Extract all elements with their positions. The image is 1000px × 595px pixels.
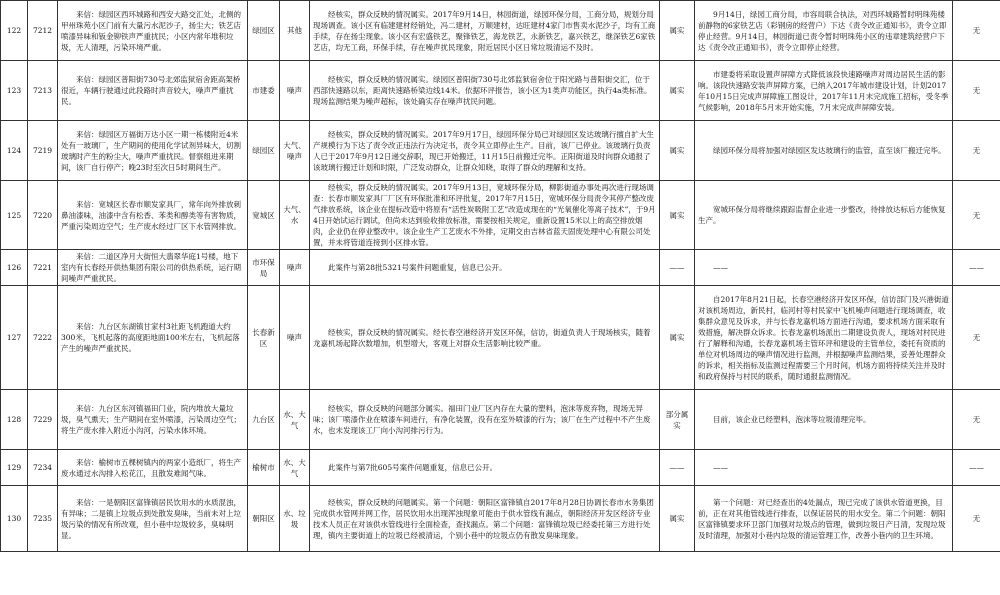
case-id: 7219: [28, 121, 58, 181]
punishment: 无: [953, 486, 1000, 552]
punishment: ——: [953, 450, 1000, 486]
investigation-result: 经核实，群众反映的问题属实。第一个问题：朝阳区富锋镇自2017年8月28日协调长春市水务集团完成供水管网并网工作，居民饮用水出现浑浊现象可能由于供水管线有漏点，朝阳经济开发区经济专业技术人员正在对该供水管线进行全面检查，查找漏点。第二个问题：富锋镇垃圾已经委托第三方进行处理，镇内主要街道上的垃圾已经被清运，个别小巷中的垃圾点仍有散发臭味现象。: [310, 486, 660, 552]
punishment: 无: [953, 390, 1000, 450]
investigation-result: 经核实，群众反映的情况属实。2017年9月13日，宽城环保分局，柳影街道办事处再次进行现场调查：长春市顺发家具厂厂区有环保批准和环评批复，2017年7月15日，宽城环保分局责令其停产整改废气排放系统，该企业在提标改造中将原有“活性炭吸附工艺”改造成现在的“光氧催化等离子技术”，于9月4日开始试运行调试，但尚未达到验收排放标准，需要按相关规定，重新设置15米以上的高空排放烟肉，企业仍在停业整改中。该企业生产工艺废水不外排，定期交由吉林省蓝天固废处理中心有限公司处置，并未将管道连接到小区排水管。: [310, 181, 660, 250]
verdict: 部分属实: [660, 390, 695, 450]
punishment: 无: [953, 181, 1000, 250]
district: 宽城区: [248, 181, 280, 250]
case-id: 7235: [28, 486, 58, 552]
table-row: [1, 250, 1000, 286]
pollution-type: 水、大气: [280, 450, 310, 486]
handling-result: 9月14日，绿园工商分局，市容局联合执法，对西环城路暂时明珠苑楼前静物的6家铁艺店（彩钢房的经营户）下达《责令改正通知书》，责令立即停止经营。9月14日，林园街道已责令暂时明珠苑小区的违章建筑经营户下达《责令改正通知书》，责令立即停止经营。: [695, 1, 953, 61]
verdict: 属实: [660, 181, 695, 250]
investigation-result: 此案件与第28批5321号案件问题重复，信息已公开。: [310, 250, 660, 286]
pollution-type: 噪声: [280, 250, 310, 286]
verdict: ——: [660, 450, 695, 486]
handling-result: 宽城环保分局将继续跟踪监督企业进一步整改，待排放达标后方能恢复生产。: [695, 181, 953, 250]
complaint-text: 来信：九台区东湖镇甘家村3社距飞机跑道大约300米，飞机起落的高度距地面100米左右，飞机起落产生的噪声严重扰民。: [58, 286, 248, 390]
complaint-text: 来信：一是朝阳区富锋镇居民饮用水的水质混浊，有异味；二是镇上垃圾点到处散发臭味，当前未对上垃圾污染的情况有所改观，但小巷中垃圾较多，臭味明显。: [58, 486, 248, 552]
case-id: 7220: [28, 181, 58, 250]
table-row: [1, 390, 1000, 450]
seq-cell: 123: [1, 61, 28, 121]
district: 九台区: [248, 390, 280, 450]
investigation-result: 经核实，群众反映的情况属实。绿园区普阳街730号北郊监狱宿舍位于阳光路与普阳街交汇，位于西部快速路以东，距离快速路桥梁边线14米。依据环评报告，该小区为1类声功能区，执行4a类标准。现场监测结果为噪声超标，该处确实存在噪声扰民问题。: [310, 61, 660, 121]
seq-cell: 130: [1, 486, 28, 552]
district: 朝阳区: [248, 486, 280, 552]
verdict: 属实: [660, 286, 695, 390]
investigation-result: 经核实，群众反映的问题部分属实。福田门业厂区内存在大量的塑料，泡沫等废弃物，现场无异味；该厂喷漆作业在喷漆车间进行，有净化装置，没有在室外喷漆的行为；该厂在生产过程中不产生废水，也未发现该工厂向小沟河排污行为。: [310, 390, 660, 450]
pollution-type: 噪声: [280, 286, 310, 390]
handling-result: 绿园环保分局将加强对绿园区发达玻璃行的监管，直至该厂搬迁完毕。: [695, 121, 953, 181]
investigation-result: 经核实，群众反映的情况属实。经长春空港经济开发区环保，信访，街道负责人于现场核实，随着龙嘉机场起降次数增加，机型增大，客观上对群众生活影响比较严重。: [310, 286, 660, 390]
seq-cell: 122: [1, 1, 28, 61]
district: 市环保局: [248, 250, 280, 286]
punishment: 无: [953, 121, 1000, 181]
complaint-text: 来信：绿园区万福街万达小区一期一栋楼附近4米处有一玻璃厂，生产期间的使用化学试剂异味大，切割玻璃时产生的粉尘大，噪声严重扰民。督察组进来期间，该厂自行停产；晚23时至次日5时期间生产。: [58, 121, 248, 181]
seq-cell: 129: [1, 450, 28, 486]
handling-result: 第一个问题：对已经查出的4处漏点，现已完成了该供水管道更换，目前，正在对其他管线进行排查，以保证居民的用水安全。第二个问题：朝阳区富锋镇要求环卫部门加强对垃圾点的管理，做到垃圾日产日清，发现垃圾及时清理，加强对小巷内垃圾的清运管理工作，改善小巷内的卫生环境。: [695, 486, 953, 552]
table-row: [1, 61, 1000, 121]
handling-result: 目前，该企业已经塑料，泡沫等垃圾清理完毕。: [695, 390, 953, 450]
pollution-type: 其他: [280, 1, 310, 61]
punishment: 无: [953, 286, 1000, 390]
table-row: [1, 286, 1000, 390]
table-row: [1, 486, 1000, 552]
seq-cell: 127: [1, 286, 28, 390]
case-id: 7221: [28, 250, 58, 286]
complaint-text: 来信：绿园区西环城路和西安大路交汇处，北侧的甲州珠苑小区门前有大量污水泥沙子，扬尘大；铁艺店喷漆异味和钣金铆铁声严重扰民；小区内常年堆积垃圾，无人清理，污染环境严重。: [58, 1, 248, 61]
complaint-text: 来信：九台区东河镇福田门业，院内堆放大量垃圾，臭气熏天；生产期间在室外喷漆，污染周边空气；将生产废水排入附近小沟河，污染水体环境。: [58, 390, 248, 450]
punishment: ——: [953, 250, 1000, 286]
case-id: 7213: [28, 61, 58, 121]
table-row: [1, 121, 1000, 181]
district: 榆树市: [248, 450, 280, 486]
verdict: 属实: [660, 1, 695, 61]
investigation-result: 经核实，群众反映的情况属实。2017年9月17日，绿园环保分局已对绿园区发达玻璃行擅自扩大生产规模行为下达了责令改正违法行为决定书，责令其立即停止生产。目前，该厂已停业。该玻璃行负责人已于2017年9月12日递交辞职，现已开始搬迁，11月15日前搬迁完毕。正阳街道及时向群众通报了该玻璃行搬迁计划和时限，广泛发动群众，让群众知晓，取得了群众的理解和支持。: [310, 121, 660, 181]
district: 绿园区: [248, 1, 280, 61]
case-id: 7229: [28, 390, 58, 450]
punishment: 无: [953, 1, 1000, 61]
district: 绿园区: [248, 121, 280, 181]
pollution-type: 水、垃圾: [280, 486, 310, 552]
complaint-text: 来信：二道区净月大街恒大翡翠华庭1号楼，地下室内有长春经开供热集团有限公司的供热系统，运行期间噪声严重扰民。: [58, 250, 248, 286]
verdict: 属实: [660, 121, 695, 181]
complaint-text: 来信：绿园区普阳街730号北郊监狱宿舍距高架桥很近，车辆行驶通过此段路时声音较大，噪声严重扰民。: [58, 61, 248, 121]
case-id: 7212: [28, 1, 58, 61]
pollution-type: 水、大气: [280, 390, 310, 450]
complaint-text: 来信：宽城区长春市顺发家具厂，常年向外排放刺鼻油漆味，油漆中含有松香、苯类和醇类等有害物质，严重污染周边空气；生产废水经过厂区下水管网排放。: [58, 181, 248, 250]
handling-result: 市建委将采取设置声屏障方式降低该段快速路噪声对周边居民生活的影响。该段快速路安装声屏障方案，已纳入2017年城市建设计划，计划2017年10月15日完成声屏障施工图设计，2017年11月末完成施工招标，受冬季气候影响，2018年5月末开始实施，7月末完成声屏障安装。: [695, 61, 953, 121]
pollution-type: 大气、水: [280, 181, 310, 250]
handling-result: ——: [695, 450, 953, 486]
case-id: 7234: [28, 450, 58, 486]
complaint-text: 来信：榆树市五棵树镇内的两家小造纸厂，将生产废水通过水沟排入松花江，且散发难闻气味。: [58, 450, 248, 486]
handling-result: 自2017年8月21日起，长春空港经济开发区环保，信访部门及兴港街道对该机场周边，新民村，临河村等村民家中飞机噪声问题进行现场调查，收集群众意见及诉求，并与长春龙嘉机场方面进行沟通，要求机场方面采取有效措施，解决群众诉求。长春龙嘉机场派出二期建设负责人，现场对村民进行了解释和沟通，长春龙嘉机场主管环评和建设的主管单位，委托有资质的单位对机场周边的噪声情况进行监测，并根据噪声监测结果，妥善处理群众的诉求，相关指标及监测过程需要三个月时间，机场方面将持续关注并及时和政府保持与村民的联系，随时通报监测情况。: [695, 286, 953, 390]
table-row: [1, 450, 1000, 486]
investigation-result: 此案件与第7批605号案件问题重复，信息已公开。: [310, 450, 660, 486]
seq-cell: 124: [1, 121, 28, 181]
handling-result: ——: [695, 250, 953, 286]
table-row: [1, 1, 1000, 61]
district: 市建委: [248, 61, 280, 121]
pollution-type: 噪声: [280, 61, 310, 121]
investigation-result: 经核实，群众反映的情况属实。2017年9月14日，林园街道，绿园环保分局，工商分局，规划分局现场调查。该小区有临建建材经销处，冯二建材，万顺建材，达旺建材4家门市售卖水泥沙子，均有工商手续，存在扬尘现象。该小区有宏盛铁艺，聚锋铁艺，海龙铁艺，永新铁艺，嘉兴铁艺，继深铁艺6家铁艺店，均无工商，环保手续，存在噪声扰民现象，附近居民小区日常垃圾清运不及时。: [310, 1, 660, 61]
table-row: [1, 181, 1000, 250]
case-id: 7222: [28, 286, 58, 390]
verdict: 属实: [660, 61, 695, 121]
seq-cell: 126: [1, 250, 28, 286]
pollution-type: 大气、噪声: [280, 121, 310, 181]
verdict: 属实: [660, 486, 695, 552]
district: 长春新区: [248, 286, 280, 390]
verdict: ——: [660, 250, 695, 286]
seq-cell: 128: [1, 390, 28, 450]
punishment: 无: [953, 61, 1000, 121]
seq-cell: 125: [1, 181, 28, 250]
